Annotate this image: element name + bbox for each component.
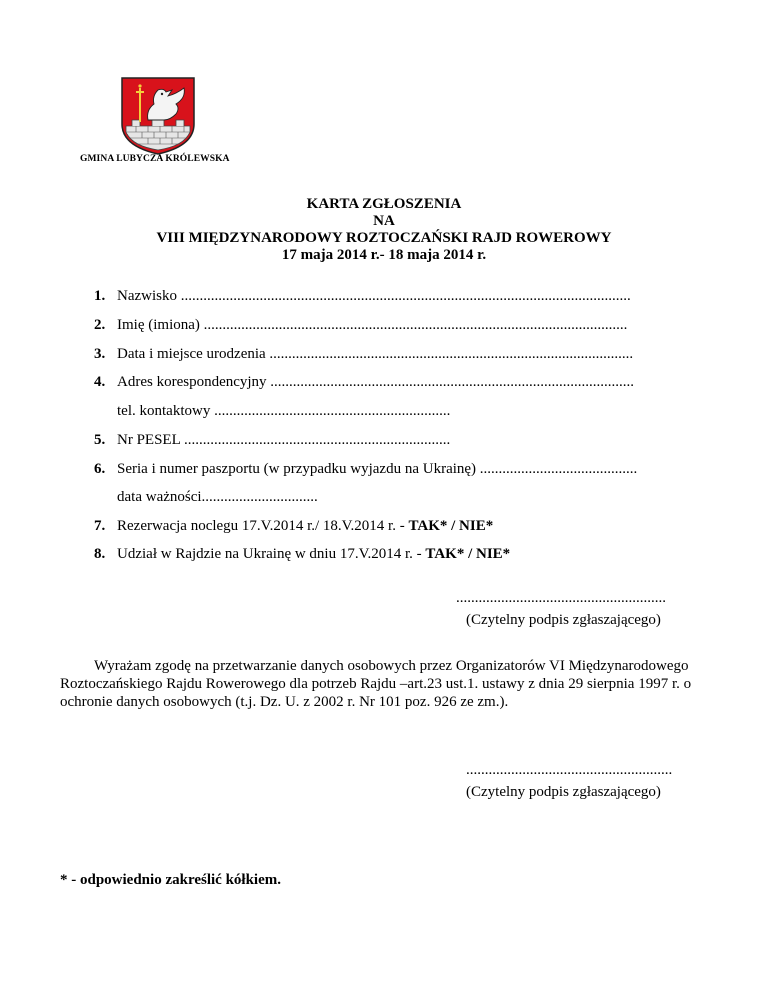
accommodation-choice[interactable]: TAK* / NIE* (408, 518, 494, 534)
signature-line-1[interactable]: ........................................................ (456, 590, 666, 606)
field-accommodation[interactable]: 7. Rezerwacja noclegu 17.V.2014 r./ 18.V.2014 r. - TAK* / NIE* (94, 518, 494, 534)
consent-paragraph (60, 657, 700, 711)
lubycza-krolewska-coat-of-arms-icon (118, 76, 198, 156)
form-title (0, 196, 768, 264)
title-line-4: 17 maja 2014 r.- 18 maja 2014 r. (281, 247, 487, 263)
field-birth-date-place[interactable]: 3. Data i miejsce urodzenia ................................................................................................. (94, 346, 634, 362)
field-passport[interactable]: 6. Seria i numer paszportu (w przypadku wyjazdu na Ukrainę) .......................................... (94, 461, 638, 477)
signature-line-2[interactable]: ....................................................... (466, 762, 673, 778)
field-passport-expiry[interactable]: data ważności............................... (117, 489, 318, 505)
signature-caption-1: (Czytelny podpis zgłaszającego) (466, 612, 661, 628)
consent-text: Wyrażam zgodę na przetwarzanie danych osobowych przez Organizatorów VI Międzynarodowego Roztoczańskiego Rajdu Rowerowego dla potrzeb Rajdu –art.23 ust.1. ustawy z dnia 29 sierpnia 1997 r. o ochronie danych osobowych (t.j. Dz. U. z 2002 r. Nr 101 poz. 926 ze zm.). (60, 658, 692, 710)
title-line-1: KARTA ZGŁOSZENIA (306, 196, 462, 212)
signature-caption-2: (Czytelny podpis zgłaszającego) (466, 784, 661, 800)
field-first-names[interactable]: 2. Imię (imiona) ................................................................................................................. (94, 317, 628, 333)
field-ukraine-participation[interactable]: 8. Udział w Rajdzie na Ukrainę w dniu 17.V.2014 r. - TAK* / NIE* (94, 546, 511, 562)
ukraine-participation-choice[interactable]: TAK* / NIE* (425, 546, 511, 562)
field-address[interactable]: 4. Adres korespondencyjny ................................................................................................. (94, 374, 635, 390)
footnote: * - odpowiednio zakreślić kółkiem. (60, 872, 281, 888)
title-line-3: VIII MIĘDZYNARODOWY ROZTOCZAŃSKI RAJD ROWEROWY (156, 230, 612, 246)
field-surname[interactable]: 1. Nazwisko ........................................................................................................................ (94, 288, 631, 304)
field-phone[interactable]: tel. kontaktowy ............................................................... (117, 403, 451, 419)
title-line-2: NA (373, 213, 395, 229)
municipality-name: GMINA LUBYCZA KRÓLEWSKA (80, 154, 230, 164)
field-pesel[interactable]: 5. Nr PESEL ....................................................................... (94, 432, 451, 448)
